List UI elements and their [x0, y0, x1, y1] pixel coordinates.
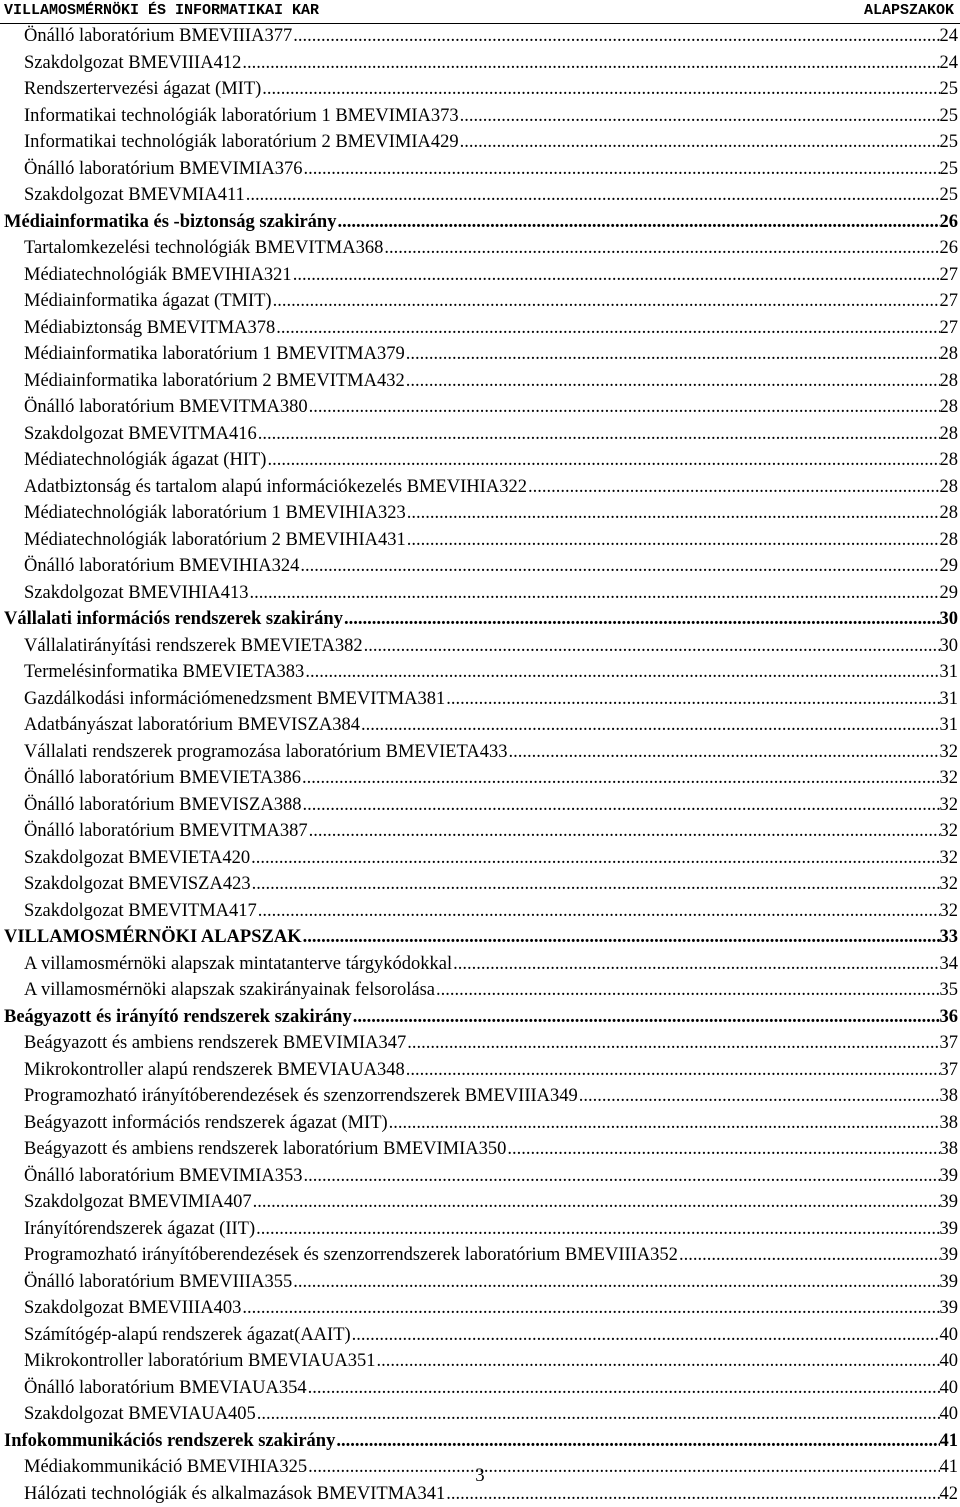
- toc-dot-leader: [335, 1428, 939, 1455]
- toc-entry-title: Vállalatirányítási rendszerek BMEVIETA382: [24, 633, 363, 660]
- toc-entry-title: Önálló laboratórium BMEVIETA386: [24, 765, 301, 792]
- toc-entry[interactable]: [0, 686, 958, 713]
- toc-entry-page: 24: [940, 50, 959, 77]
- toc-entry-title: Szakdolgozat BMEVITMA417: [24, 898, 257, 925]
- toc-entry-title: Médiatechnológiák BMEVIHIA321: [24, 262, 292, 289]
- toc-entry-page: 32: [940, 898, 959, 925]
- toc-entry-title: VILLAMOSMÉRNÖKI ALAPSZAK: [4, 924, 302, 951]
- toc-entry-title: Önálló laboratórium BMEVIIIA377: [24, 23, 292, 50]
- toc-dot-leader: [452, 951, 939, 978]
- toc-entry[interactable]: [0, 1083, 958, 1110]
- toc-dot-leader: [678, 1242, 940, 1269]
- toc-dot-leader: [266, 447, 939, 474]
- toc-entry[interactable]: [0, 315, 958, 342]
- toc-entry-page: 27: [940, 315, 959, 342]
- toc-dot-leader: [527, 474, 940, 501]
- toc-entry[interactable]: [0, 1348, 958, 1375]
- toc-entry[interactable]: [0, 421, 958, 448]
- toc-dot-leader: [307, 1375, 940, 1402]
- toc-entry-page: 31: [940, 712, 959, 739]
- toc-entry[interactable]: [0, 50, 958, 77]
- toc-section-entry[interactable]: [0, 1428, 958, 1455]
- toc-entry[interactable]: [0, 1136, 958, 1163]
- toc-dot-leader: [257, 421, 940, 448]
- toc-entry-page: 38: [940, 1110, 959, 1137]
- toc-dot-leader: [249, 580, 940, 607]
- toc-entry-page: 29: [940, 553, 959, 580]
- toc-dot-leader: [352, 1004, 940, 1031]
- toc-entry-page: 26: [940, 235, 959, 262]
- toc-entry[interactable]: [0, 792, 958, 819]
- toc-entry-title: Infokommunikációs rendszerek szakirány: [4, 1428, 335, 1455]
- toc-entry-title: A villamosmérnöki alapszak szakirányainak felsorolása: [24, 977, 435, 1004]
- toc-entry[interactable]: [0, 1216, 958, 1243]
- toc-entry[interactable]: [0, 288, 958, 315]
- toc-entry-title: Beágyazott és ambiens rendszerek BMEVIMIA347: [24, 1030, 406, 1057]
- toc-entry[interactable]: [0, 1242, 958, 1269]
- toc-entry-page: 32: [940, 739, 959, 766]
- toc-entry-title: Mikrokontroller alapú rendszerek BMEVIAUA348: [24, 1057, 405, 1084]
- toc-entry-page: 40: [940, 1348, 959, 1375]
- header-section: ALAPSZAKOK: [864, 0, 954, 22]
- toc-entry-page: 39: [940, 1189, 959, 1216]
- toc-dot-leader: [308, 818, 940, 845]
- toc-entry[interactable]: [0, 659, 958, 686]
- toc-entry-page: 35: [940, 977, 959, 1004]
- toc-entry[interactable]: [0, 739, 958, 766]
- toc-entry-page: 41: [940, 1454, 959, 1481]
- toc-entry-title: Szakdolgozat BMEVIMIA407: [24, 1189, 252, 1216]
- toc-entry-title: Hálózati technológiák és alkalmazások BMEVITMA341: [24, 1481, 445, 1507]
- toc-entry-page: 28: [940, 341, 959, 368]
- toc-entry-page: 37: [940, 1030, 959, 1057]
- toc-dot-leader: [292, 1269, 939, 1296]
- toc-entry[interactable]: [0, 898, 958, 925]
- toc-entry-title: Beágyazott és irányító rendszerek szakirány: [4, 1004, 352, 1031]
- toc-entry[interactable]: [0, 527, 958, 554]
- page-number: 3: [0, 1466, 960, 1487]
- toc-entry-title: Beágyazott és ambiens rendszerek laboratórium BMEVIMIA350: [24, 1136, 506, 1163]
- toc-dot-leader: [363, 633, 940, 660]
- toc-entry-title: Szakdolgozat BMEVMIA411: [24, 182, 245, 209]
- toc-entry-title: Önálló laboratórium BMEVITMA380: [24, 394, 308, 421]
- toc-entry-title: Vállalati rendszerek programozása laboratórium BMEVIETA433: [24, 739, 507, 766]
- toc-entry[interactable]: [0, 1057, 958, 1084]
- toc-dot-leader: [301, 765, 940, 792]
- toc-entry-page: 33: [940, 924, 959, 951]
- toc-entry[interactable]: [0, 633, 958, 660]
- header-faculty: VILLAMOSMÉRNÖKI ÉS INFORMATIKAI KAR: [4, 0, 319, 22]
- toc-entry[interactable]: [0, 447, 958, 474]
- toc-entry-title: Médiatechnológiák laboratórium 2 BMEVIHIA431: [24, 527, 406, 554]
- toc-entry-title: Beágyazott információs rendszerek ágazat (MIT): [24, 1110, 388, 1137]
- toc-entry-title: Gazdálkodási információmenedzsment BMEVITMA381: [24, 686, 445, 713]
- toc-entry-page: 28: [940, 474, 959, 501]
- toc-dot-leader: [406, 1030, 939, 1057]
- toc-entry-page: 38: [940, 1136, 959, 1163]
- toc-section-entry[interactable]: [0, 606, 958, 633]
- toc-entry-page: 37: [940, 1057, 959, 1084]
- toc-entry[interactable]: [0, 474, 958, 501]
- toc-entry-title: Rendszertervezési ágazat (MIT): [24, 76, 261, 103]
- toc-entry[interactable]: [0, 818, 958, 845]
- toc-entry-page: 41: [940, 1428, 959, 1455]
- toc-entry-page: 25: [940, 156, 959, 183]
- toc-dot-leader: [275, 315, 939, 342]
- toc-entry[interactable]: [0, 235, 958, 262]
- toc-dot-leader: [507, 739, 939, 766]
- toc-entry-page: 28: [940, 421, 959, 448]
- toc-entry[interactable]: [0, 103, 958, 130]
- toc-dot-leader: [405, 341, 940, 368]
- toc-entry-title: Önálló laboratórium BMEVIHIA324: [24, 553, 299, 580]
- toc-dot-leader: [445, 686, 939, 713]
- toc-entry-title: Szakdolgozat BMEVIIIA403: [24, 1295, 241, 1322]
- toc-entry-title: Médiabiztonság BMEVITMA378: [24, 315, 275, 342]
- toc-entry-page: 39: [940, 1269, 959, 1296]
- toc-entry-page: 28: [940, 394, 959, 421]
- toc-entry[interactable]: [0, 1269, 958, 1296]
- toc-entry-page: 40: [940, 1375, 959, 1402]
- toc-entry[interactable]: [0, 1163, 958, 1190]
- toc-entry-page: 31: [940, 659, 959, 686]
- toc-entry-title: Önálló laboratórium BMEVIIIA355: [24, 1269, 292, 1296]
- toc-entry-title: Önálló laboratórium BMEVITMA387: [24, 818, 308, 845]
- toc-entry-page: 30: [940, 606, 959, 633]
- toc-entry-title: Termelésinformatika BMEVIETA383: [24, 659, 304, 686]
- toc-entry-title: Szakdolgozat BMEVITMA416: [24, 421, 257, 448]
- toc-dot-leader: [578, 1083, 940, 1110]
- toc-dot-leader: [459, 103, 940, 130]
- toc-entry-page: 30: [940, 633, 959, 660]
- toc-entry-page: 39: [940, 1295, 959, 1322]
- toc-entry[interactable]: [0, 262, 958, 289]
- toc-entry-page: 32: [940, 765, 959, 792]
- toc-entry-page: 24: [940, 23, 959, 50]
- toc-entry-page: 32: [940, 845, 959, 872]
- toc-entry[interactable]: [0, 765, 958, 792]
- toc-dot-leader: [506, 1136, 939, 1163]
- toc-entry[interactable]: [0, 182, 958, 209]
- toc-entry[interactable]: [0, 1375, 958, 1402]
- toc-entry[interactable]: [0, 1189, 958, 1216]
- running-header: [0, 0, 960, 24]
- toc-dot-leader: [303, 156, 940, 183]
- toc-entry-page: 27: [940, 262, 959, 289]
- toc-dot-leader: [292, 262, 940, 289]
- toc-entry-title: Önálló laboratórium BMEVIMIA353: [24, 1163, 303, 1190]
- toc-entry-page: 25: [940, 129, 959, 156]
- toc-section-entry[interactable]: [0, 924, 958, 951]
- toc-dot-leader: [250, 845, 939, 872]
- toc-entry-title: Vállalati információs rendszerek szakirány: [4, 606, 343, 633]
- toc-entry-title: Médiainformatika laboratórium 1 BMEVITMA379: [24, 341, 405, 368]
- toc-entry-page: 25: [940, 76, 959, 103]
- toc-entry-page: 32: [940, 871, 959, 898]
- toc-entry[interactable]: [0, 712, 958, 739]
- toc-dot-leader: [388, 1110, 940, 1137]
- toc-entry-title: Szakdolgozat BMEVIAUA405: [24, 1401, 256, 1428]
- toc-dot-leader: [241, 1295, 939, 1322]
- toc-entry-title: Médiatechnológiák ágazat (HIT): [24, 447, 266, 474]
- toc-entry-page: 28: [940, 368, 959, 395]
- toc-entry-title: Médiainformatika ágazat (TMIT): [24, 288, 272, 315]
- toc-dot-leader: [272, 288, 940, 315]
- toc-entry[interactable]: [0, 1401, 958, 1428]
- toc-dot-leader: [257, 898, 940, 925]
- toc-dot-leader: [256, 1401, 940, 1428]
- toc-dot-leader: [351, 1322, 940, 1349]
- toc-dot-leader: [304, 659, 939, 686]
- toc-dot-leader: [459, 129, 940, 156]
- toc-entry[interactable]: [0, 1030, 958, 1057]
- toc-entry-title: Médiakommunikáció BMEVIHIA325: [24, 1454, 307, 1481]
- toc-entry[interactable]: [0, 1322, 958, 1349]
- toc-entry[interactable]: [0, 553, 958, 580]
- toc-entry[interactable]: [0, 871, 958, 898]
- toc-entry-title: Szakdolgozat BMEVISZA423: [24, 871, 251, 898]
- toc-entry-title: Szakdolgozat BMEVIETA420: [24, 845, 250, 872]
- toc-entry[interactable]: [0, 500, 958, 527]
- toc-entry[interactable]: [0, 845, 958, 872]
- toc-dot-leader: [241, 50, 939, 77]
- toc-entry-title: Informatikai technológiák laboratórium 1 BMEVIMIA373: [24, 103, 459, 130]
- toc-entry-page: 29: [940, 580, 959, 607]
- toc-entry-page: 26: [940, 209, 959, 236]
- toc-entry-title: Adatbányászat laboratórium BMEVISZA384: [24, 712, 360, 739]
- toc-entry-page: 40: [940, 1322, 959, 1349]
- toc-entry-title: Önálló laboratórium BMEVIMIA376: [24, 156, 303, 183]
- toc-entry-title: Szakdolgozat BMEVIHIA413: [24, 580, 249, 607]
- toc-entry-page: 28: [940, 527, 959, 554]
- toc-dot-leader: [251, 871, 940, 898]
- toc-entry-page: 32: [940, 818, 959, 845]
- toc-dot-leader: [301, 792, 939, 819]
- toc-entry-page: 28: [940, 500, 959, 527]
- toc-entry[interactable]: [0, 1295, 958, 1322]
- toc-dot-leader: [406, 527, 940, 554]
- toc-dot-leader: [435, 977, 940, 1004]
- toc-entry-title: Médiainformatika és -biztonság szakirány: [4, 209, 336, 236]
- toc-section-entry[interactable]: [0, 209, 958, 236]
- toc-dot-leader: [292, 23, 939, 50]
- toc-entry-page: 25: [940, 103, 959, 130]
- toc-dot-leader: [303, 1163, 940, 1190]
- toc-entry-page: 40: [940, 1401, 959, 1428]
- toc-entry[interactable]: [0, 1110, 958, 1137]
- toc-entry[interactable]: [0, 76, 958, 103]
- toc-entry-title: Médiatechnológiák laboratórium 1 BMEVIHIA323: [24, 500, 406, 527]
- toc-entry-title: Programozható irányítóberendezések és szenzorrendszerek BMEVIIIA349: [24, 1083, 578, 1110]
- toc-entry-title: Számítógép-alapú rendszerek ágazat(AAIT): [24, 1322, 351, 1349]
- toc-entry-title: Szakdolgozat BMEVIIIA412: [24, 50, 241, 77]
- toc-entry[interactable]: [0, 368, 958, 395]
- toc-entry[interactable]: [0, 23, 958, 50]
- toc-entry[interactable]: [0, 394, 958, 421]
- toc-dot-leader: [383, 235, 939, 262]
- toc-dot-leader: [252, 1189, 940, 1216]
- toc-dot-leader: [405, 368, 940, 395]
- toc-dot-leader: [302, 924, 940, 951]
- toc-entry[interactable]: [0, 129, 958, 156]
- toc-entry-title: A villamosmérnöki alapszak mintatanterve tárgykódokkal: [24, 951, 452, 978]
- toc-entry-page: 39: [940, 1242, 959, 1269]
- toc-entry-page: 38: [940, 1083, 959, 1110]
- toc-entry[interactable]: [0, 977, 958, 1004]
- toc-entry-page: 36: [940, 1004, 959, 1031]
- toc-entry-title: Mikrokontroller laboratórium BMEVIAUA351: [24, 1348, 375, 1375]
- toc-dot-leader: [375, 1348, 939, 1375]
- toc-entry-page: 32: [940, 792, 959, 819]
- toc-entry-page: 39: [940, 1216, 959, 1243]
- toc-entry[interactable]: [0, 156, 958, 183]
- toc-dot-leader: [245, 182, 940, 209]
- toc-entry-title: Adatbiztonság és tartalom alapú információkezelés BMEVIHIA322: [24, 474, 527, 501]
- toc-dot-leader: [343, 606, 940, 633]
- toc-entry-page: 31: [940, 686, 959, 713]
- toc-entry-title: Tartalomkezelési technológiák BMEVITMA368: [24, 235, 383, 262]
- toc-entry-title: Önálló laboratórium BMEVIAUA354: [24, 1375, 307, 1402]
- toc-dot-leader: [261, 76, 939, 103]
- toc-dot-leader: [405, 1057, 940, 1084]
- toc-entry-page: 27: [940, 288, 959, 315]
- toc-entry-title: Programozható irányítóberendezések és szenzorrendszerek laboratórium BMEVIIIA352: [24, 1242, 678, 1269]
- toc-dot-leader: [255, 1216, 939, 1243]
- toc-entry-title: Informatikai technológiák laboratórium 2 BMEVIMIA429: [24, 129, 459, 156]
- table-of-contents: [0, 23, 958, 1507]
- toc-dot-leader: [336, 209, 939, 236]
- toc-dot-leader: [406, 500, 940, 527]
- toc-dot-leader: [360, 712, 939, 739]
- toc-section-entry[interactable]: [0, 1004, 958, 1031]
- toc-entry-page: 42: [940, 1481, 959, 1507]
- toc-entry[interactable]: [0, 580, 958, 607]
- toc-entry-page: 25: [940, 182, 959, 209]
- toc-dot-leader: [308, 394, 940, 421]
- toc-entry-title: Médiainformatika laboratórium 2 BMEVITMA432: [24, 368, 405, 395]
- toc-entry-page: 34: [940, 951, 959, 978]
- toc-entry-page: 28: [940, 447, 959, 474]
- toc-entry[interactable]: [0, 951, 958, 978]
- toc-entry[interactable]: [0, 341, 958, 368]
- toc-entry-page: 39: [940, 1163, 959, 1190]
- toc-entry-title: Önálló laboratórium BMEVISZA388: [24, 792, 301, 819]
- toc-dot-leader: [299, 553, 939, 580]
- toc-entry-title: Irányítórendszerek ágazat (IIT): [24, 1216, 255, 1243]
